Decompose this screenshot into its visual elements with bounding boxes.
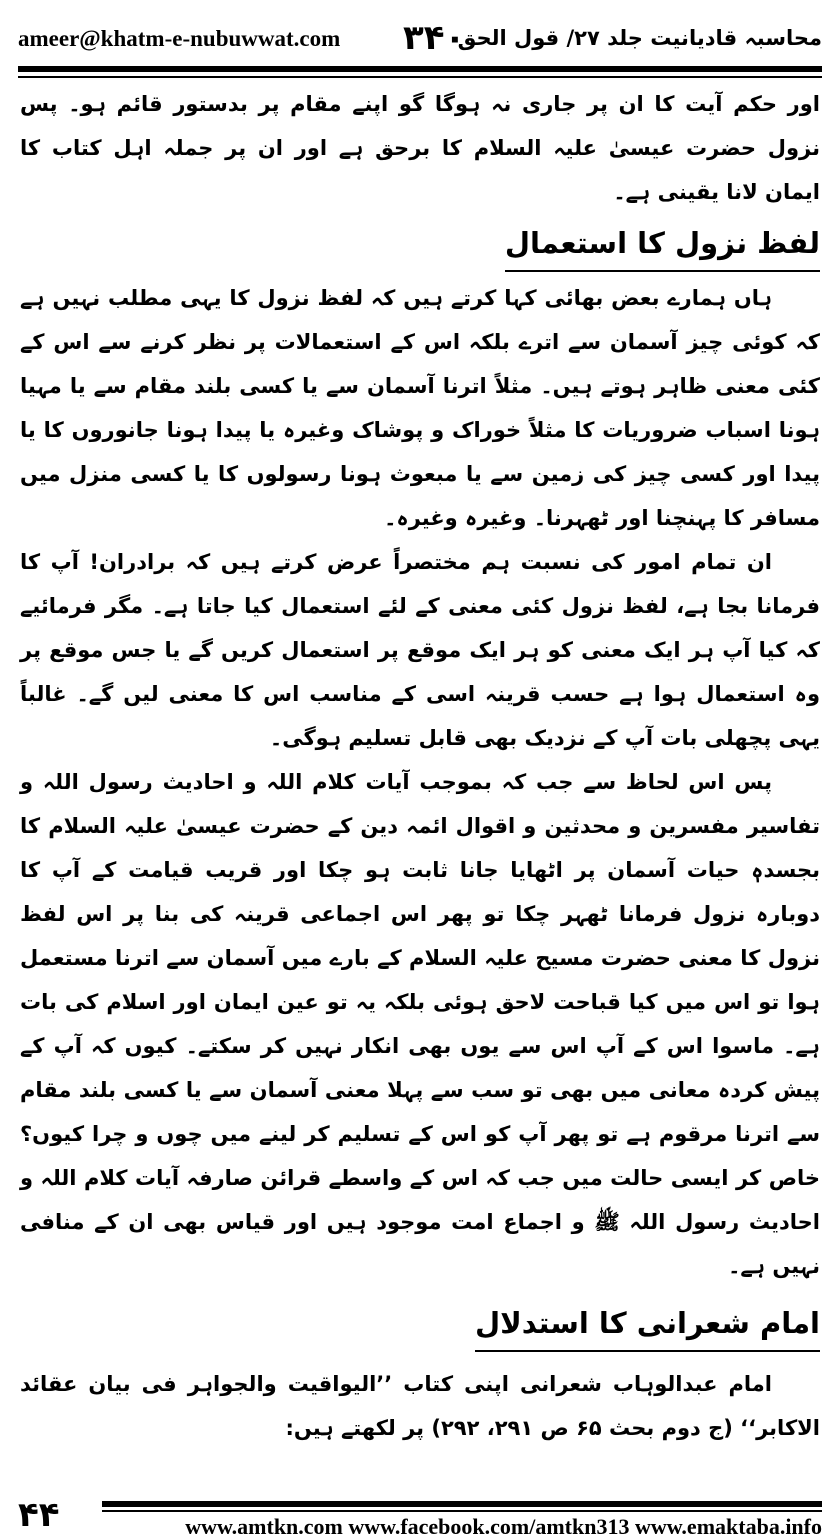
paragraph-2: ان تمام امور کی نسبت ہم مختصراً عرض کرتے ہیں کہ برادران! آپ کا فرمانا بجا ہے، لفظ نزول کئی معنی کے لئے استعمال کیا جاتا ہے۔ مگر فرمائیے کہ کیا آپ ہر ایک معنی کو ہر ایک موقع پر استعمال کریں گے یا جس موقع پر وہ استعمال ہوا ہے حسب قرینہ اسی کے مناسب اس کا معنی لیں گے۔ غالباً یہی پچھلی بات آپ کے نزدیک بھی قابل تسلیم ہوگی۔ <box>20 550 820 750</box>
header-rule-thick <box>18 66 822 72</box>
header-rule-thin <box>18 76 822 78</box>
section-heading-1-wrap <box>20 214 820 276</box>
paragraph-4: امام عبدالوہاب شعرانی اپنی کتاب ’’الیواقیت والجواہر فی بیان عقائد الاکابر‘‘ (ج دوم بحث ۶۵ ص ۲۹۱، ۲۹۲) پر لکھتے ہیں: <box>20 1372 820 1440</box>
header-email: ameer@khatm-e-nubuwwat.com <box>18 26 341 51</box>
footer-rule-thin <box>102 1510 822 1512</box>
page-body <box>20 82 820 1450</box>
page-header <box>18 18 822 64</box>
header-page-number: ۳۴۰ <box>403 18 466 58</box>
section-heading-1: لفظ نزول کا استعمال <box>505 216 820 272</box>
section-heading-2-wrap <box>20 1294 820 1356</box>
header-book-title: محاسبہ قادیانیت جلد ۲۷/ قول الحق <box>457 26 822 50</box>
footer-links[interactable]: www.amtkn.com www.facebook.com/amtkn313 www.emaktaba.info <box>185 1514 822 1539</box>
page-footer <box>18 1495 822 1540</box>
intro-paragraph: اور حکم آیت کا ان پر جاری نہ ہوگا گو اپنے مقام پر بدستور قائم ہو۔ پس نزول حضرت عیسیٰ علیہ السلام کا برحق ہے اور ان پر جملہ اہل کتاب کا ایمان لانا یقینی ہے۔ <box>20 92 820 204</box>
footer-rule-thick <box>102 1501 822 1507</box>
paragraph-1: ہاں ہمارے بعض بھائی کہا کرتے ہیں کہ لفظ نزول کا یہی مطلب نہیں ہے کہ کوئی چیز آسمان سے اترے بلکہ اس کے استعمالات پر نظر کرنے سے اس کے کئی معنی ظاہر ہوتے ہیں۔ مثلاً اترنا آسمان سے یا کسی بلند مقام سے یا مہیا ہونا اسباب ضروریات کا مثلاً خوراک و پوشاک وغیرہ یا پیدا ہونا جانوروں کا یا پیدا اور کسی چیز کی زمین سے یا مبعوث ہونا رسولوں کا یا کسی منزل میں مسافر کا پہنچنا اور ٹھہرنا۔ وغیرہ وغیرہ۔ <box>20 286 820 530</box>
section-heading-2: امام شعرانی کا استدلال <box>475 1296 820 1352</box>
paragraph-3: پس اس لحاظ سے جب کہ بموجب آیات کلام اللہ و احادیث رسول اللہ و تفاسیر مفسرین و محدثین و اقوال ائمہ دین کے حضرت عیسیٰ علیہ السلام کا بجسدہٖ حیات آسمان پر اٹھایا جانا ثابت ہو چکا اور قریب قیامت کے آپ کا دوبارہ نزول فرمانا ٹھہر چکا تو پھر اس اجماعی قرینہ کی بنا پر اس لفظ نزول کا معنی حضرت مسیح علیہ السلام کے بارے میں آسمان سے اترنا مستعمل ہوا تو اس میں کیا قباحت لاحق ہوئی بلکہ یہ تو عین ایمان اور اسلام کی بات ہے۔ ماسوا اس کے آپ اس سے یوں بھی انکار نہیں کر سکتے۔ کیوں کہ آپ کے پیش کردہ معانی میں بھی تو سب سے پہلا معنی آسمان سے یا کسی بلند مقام سے اترنا مرقوم ہے تو پھر آپ کو اس کے تسلیم کر لینے میں چوں و چرا کیوں؟ خاص کر ایسی حالت میں جب کہ اس کے واسطے قرائن صارفہ آیات کلام اللہ و احادیث رسول اللہ ﷺ و اجماع امت موجود ہیں اور قیاس بھی ان کے منافی نہیں ہے۔ <box>20 770 820 1278</box>
footer-page-number: ۴۴ <box>18 1495 60 1535</box>
